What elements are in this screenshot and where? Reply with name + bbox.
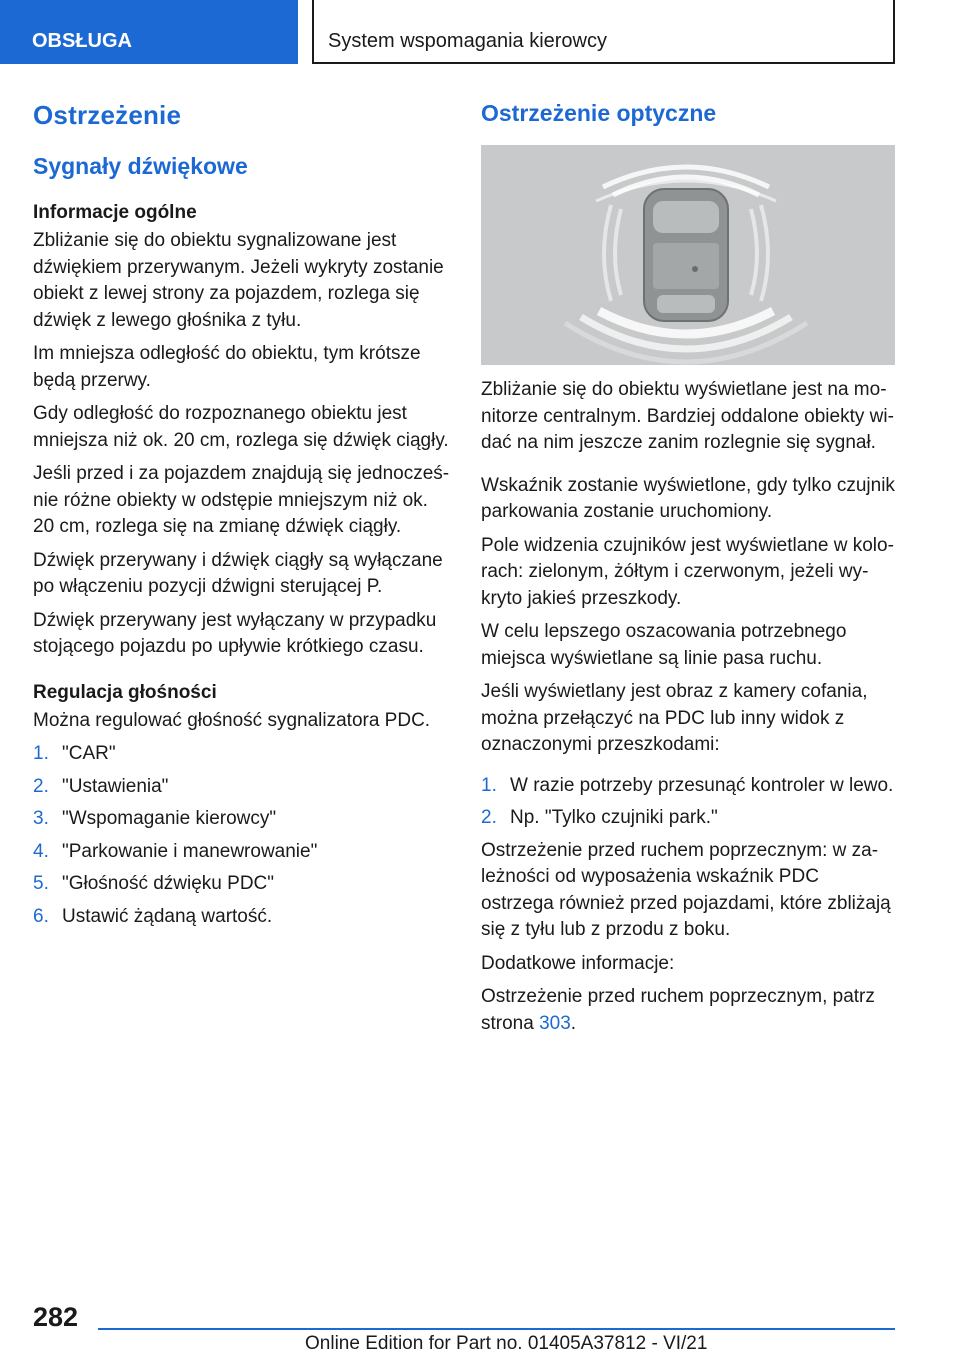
paragraph: Zbliżanie się do obiektu wyświetlane jest na monitorze centralnym. Bardziej oddalone obiekty widać na nim jeszcze zanim rozlegnie się sygnał.	[481, 379, 894, 453]
step-number: 1.	[33, 743, 49, 764]
car-top-view-icon	[481, 145, 895, 365]
step-text: Np. "Tylko czujniki park."	[510, 807, 718, 828]
paragraph: Można regulować głośność sygnalizatora PDC.	[33, 709, 431, 731]
section-tab	[0, 0, 298, 64]
page-number: 282	[33, 1302, 79, 1332]
step-text: "Ustawienia"	[62, 775, 169, 797]
step-text: "Głośność dźwięku PDC"	[62, 873, 275, 894]
heading-volume: Regulacja głośności	[33, 681, 217, 703]
step-text: W razie potrzeby przesunąć kontroler w lewo.	[510, 774, 894, 796]
paragraph: Gdy odległość do rozpoznanego obiektu jest mniejsza niż ok. 20 cm, rozlega się dźwięk ciągły.	[33, 403, 449, 451]
paragraph: Jeśli przed i za pojazdem znajdują się jednocześnie różne obiekty w odstępie mniejszym niż ok. 20 cm, rozlega się na zmianę dźwięk ciągły.	[33, 463, 450, 537]
chapter-header	[312, 0, 895, 64]
heading-warning: Ostrzeżenie	[33, 100, 182, 130]
right-column	[481, 100, 897, 1044]
paragraph: Zbliżanie się do obiektu sygnalizowane jest dźwiękiem przerywanym. Jeżeli wykryty zostanie obiekt z lewej strony za pojazdem, rozlega się dźwięk z lewego głośnika z tyłu.	[33, 230, 444, 331]
step-number: 2.	[33, 775, 49, 797]
heading-visual-warning: Ostrzeżenie optyczne	[481, 100, 717, 126]
volume-steps-list	[33, 741, 453, 930]
reference-text: Ostrzeżenie przed ruchem poprzecznym, patrz strona	[481, 986, 875, 1034]
list-item	[33, 774, 453, 801]
paragraph: Dźwięk przerywany jest wyłączany w przypadku stojącego pojazdu po upływie krótkiego czasu.	[33, 609, 437, 657]
list-item	[33, 741, 453, 768]
left-column	[33, 100, 453, 936]
reference-end: .	[570, 1012, 577, 1034]
paragraph: Ostrzeżenie przed ruchem poprzecznym: w zależności od wyposażenia wskaźnik PDC ostrzega również przed pojazdami, które zbliżają się z tyłu lub z przodu z boku.	[481, 839, 891, 940]
step-number: 4.	[33, 840, 49, 862]
heading-sound-signals: Sygnały dźwiękowe	[33, 153, 248, 179]
step-number: 1.	[481, 774, 497, 796]
list-item	[33, 839, 453, 866]
paragraph: Im mniejsza odległość do obiektu, tym krótsze będą przerwy.	[33, 343, 421, 391]
paragraph: Jeśli wyświetlany jest obraz z kamery cofania, można przełączyć na PDC lub inny widok z oznaczonymi przeszkodami:	[481, 681, 868, 755]
list-item	[33, 904, 453, 931]
list-item	[481, 773, 897, 800]
step-text: Ustawić żądaną wartość.	[62, 905, 273, 927]
page-link[interactable]: 303	[539, 1012, 571, 1034]
paragraph: Pole widzenia czujników jest wyświetlane w kolorach: zielonym, żółtym i czerwonym, jeżeli wykryto jakieś przeszkody.	[481, 534, 894, 609]
paragraph: W celu lepszego oszacowania potrzebnego miejsca wyświetlane są linie pasa ruchu.	[481, 621, 847, 669]
step-number: 6.	[33, 905, 49, 927]
camera-steps-list	[481, 773, 897, 832]
pdc-display-illustration	[481, 145, 895, 365]
chapter-title: System wspomagania kierowcy	[328, 30, 607, 52]
cross-reference	[481, 984, 897, 1037]
paragraph: Dodatkowe informacje:	[481, 952, 675, 974]
step-text: "CAR"	[62, 743, 116, 764]
footer-edition: Online Edition for Part no. 01405A37812 - VI/21	[305, 1333, 708, 1354]
list-item	[33, 806, 453, 833]
list-item	[481, 805, 897, 832]
list-item	[33, 871, 453, 898]
paragraph: Wskaźnik zostanie wyświetlone, gdy tylko czujnik parkowania zostanie uruchomiony.	[481, 474, 895, 522]
section-label: OBSŁUGA	[32, 30, 132, 52]
step-number: 3.	[33, 808, 49, 829]
step-number: 5.	[33, 873, 49, 894]
step-text: "Wspomaganie kierowcy"	[62, 808, 277, 829]
heading-general-info: Informacje ogólne	[33, 202, 197, 223]
footer-divider	[98, 1328, 895, 1330]
step-number: 2.	[481, 807, 497, 828]
paragraph: Dźwięk przerywany i dźwięk ciągły są wyłączane po włączeniu pozycji dźwigni sterującej P.	[33, 549, 443, 597]
step-text: "Parkowanie i manewrowanie"	[62, 840, 318, 862]
